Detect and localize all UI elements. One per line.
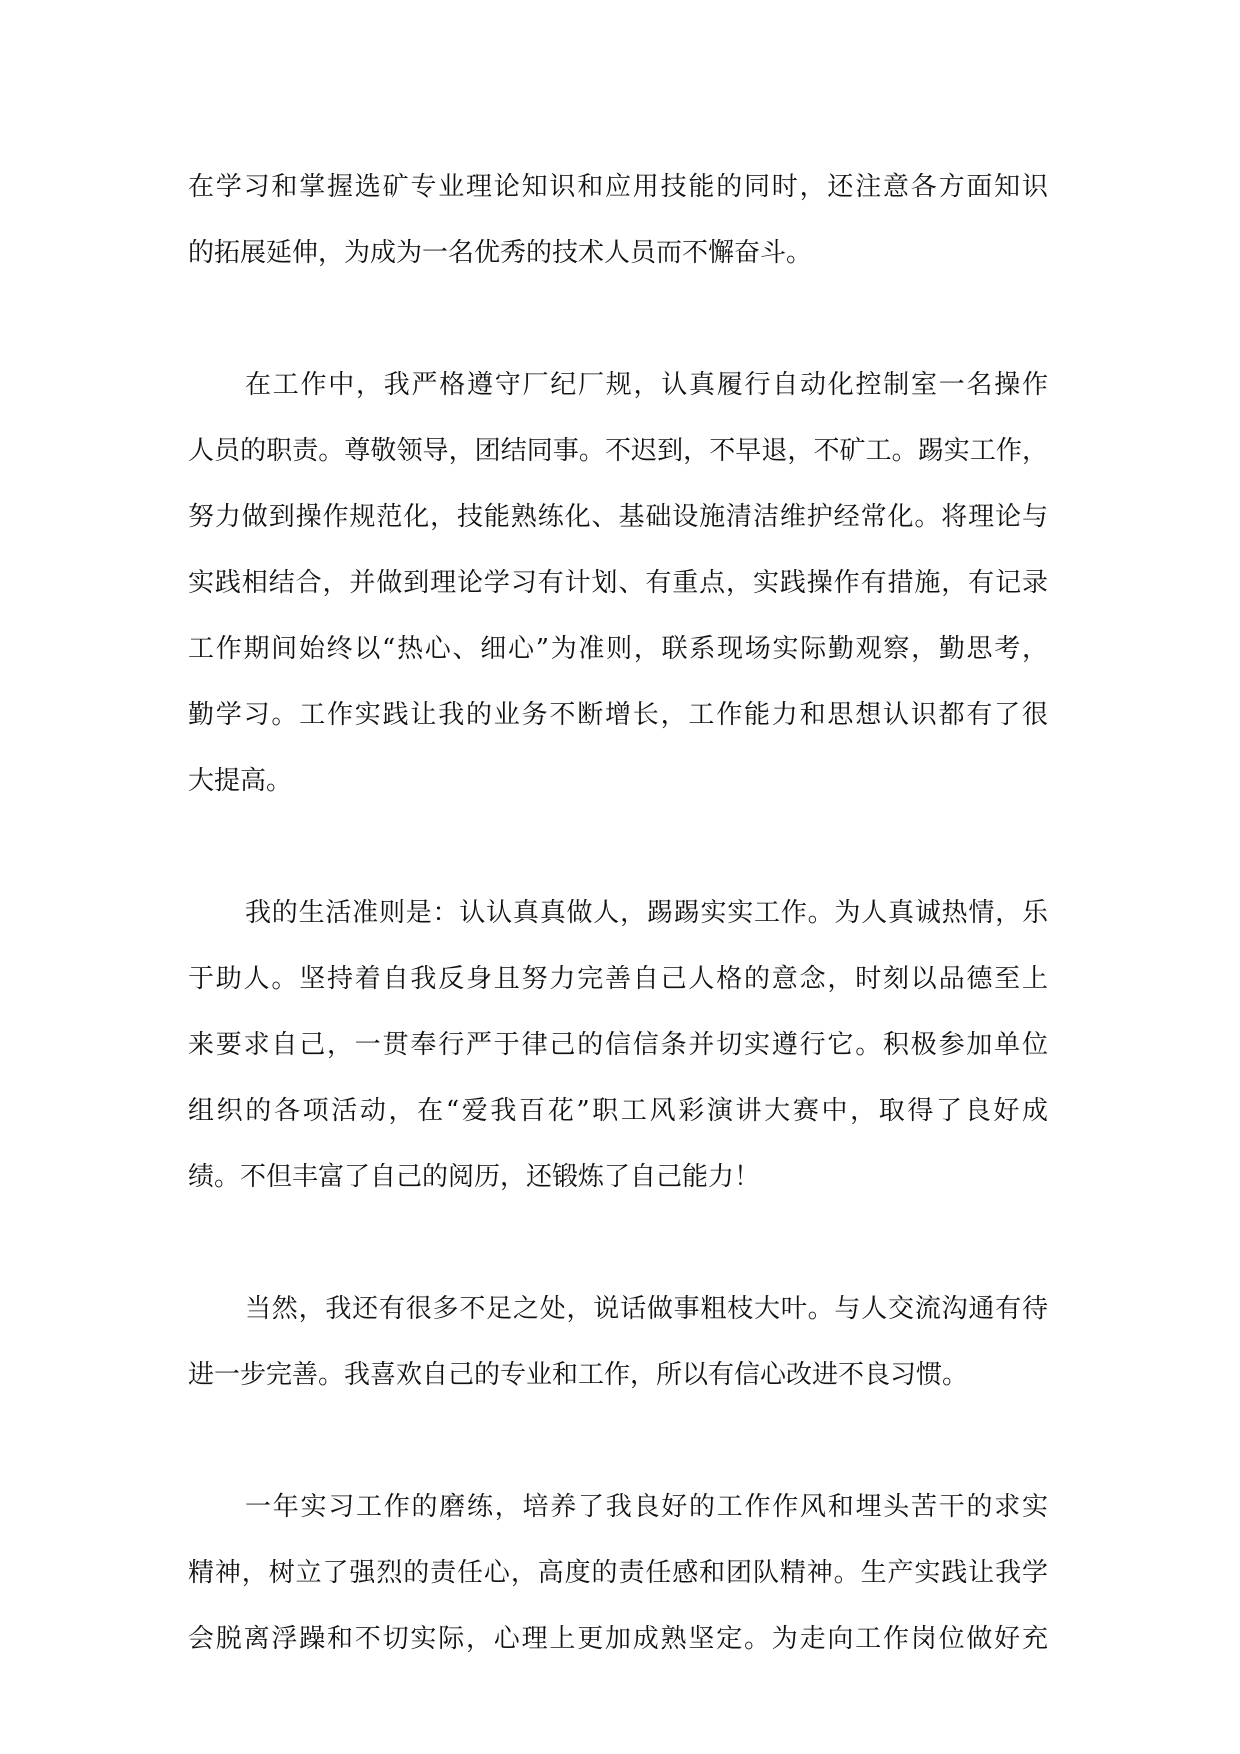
text-line: 绩。不但丰富了自己的阅历，还锻炼了自己能力！ xyxy=(188,1162,761,1192)
text-line: 来要求自己，一贯奉行严于律己的信信条并切实遵行它。积极参加单位 xyxy=(188,1030,1048,1060)
text-line: 大提高。 xyxy=(188,766,293,796)
text-line: 人员的职责。尊敬领导，团结同事。不迟到，不早退，不矿工。踢实工作， xyxy=(188,436,1048,466)
paragraph-4 xyxy=(0,1276,1240,1408)
text-line: 进一步完善。我喜欢自己的专业和工作，所以有信心改进不良习惯。 xyxy=(188,1360,969,1390)
paragraph-5 xyxy=(0,1474,1240,1672)
text-line: 精神，树立了强烈的责任心，高度的责任感和团队精神。生产实践让我学 xyxy=(188,1558,1048,1588)
text-line: 于助人。坚持着自我反身且努力完善自己人格的意念，时刻以品德至上 xyxy=(188,964,1048,994)
text-line: 一年实习工作的磨练，培养了我良好的工作作风和埋头苦干的求实 xyxy=(245,1492,1048,1522)
text-line: 组织的各项活动，在“爱我百花”职工风彩演讲大赛中，取得了良好成 xyxy=(188,1096,1048,1126)
text-line: 我的生活准则是：认认真真做人，踢踢实实工作。为人真诚热情，乐 xyxy=(245,898,1048,928)
text-line: 会脱离浮躁和不切实际，心理上更加成熟坚定。为走向工作岗位做好充 xyxy=(188,1624,1048,1654)
paragraph-2 xyxy=(0,352,1240,814)
text-line: 实践相结合，并做到理论学习有计划、有重点，实践操作有措施，有记录 xyxy=(188,568,1048,598)
text-line: 努力做到操作规范化，技能熟练化、基础设施清洁维护经常化。将理论与 xyxy=(188,502,1048,532)
text-line: 的拓展延伸，为成为一名优秀的技术人员而不懈奋斗。 xyxy=(188,238,813,268)
paragraph-3 xyxy=(0,880,1240,1210)
text-line: 在学习和掌握选矿专业理论知识和应用技能的同时，还注意各方面知识 xyxy=(188,172,1048,202)
paragraph-1 xyxy=(0,154,1240,286)
text-line: 工作期间始终以“热心、细心”为准则，联系现场实际勤观察，勤思考， xyxy=(188,634,1048,664)
text-line: 当然，我还有很多不足之处，说话做事粗枝大叶。与人交流沟通有待 xyxy=(245,1294,1048,1324)
text-line: 勤学习。工作实践让我的业务不断增长，工作能力和思想认识都有了很 xyxy=(188,700,1048,730)
text-line: 在工作中，我严格遵守厂纪厂规，认真履行自动化控制室一名操作 xyxy=(245,370,1048,400)
